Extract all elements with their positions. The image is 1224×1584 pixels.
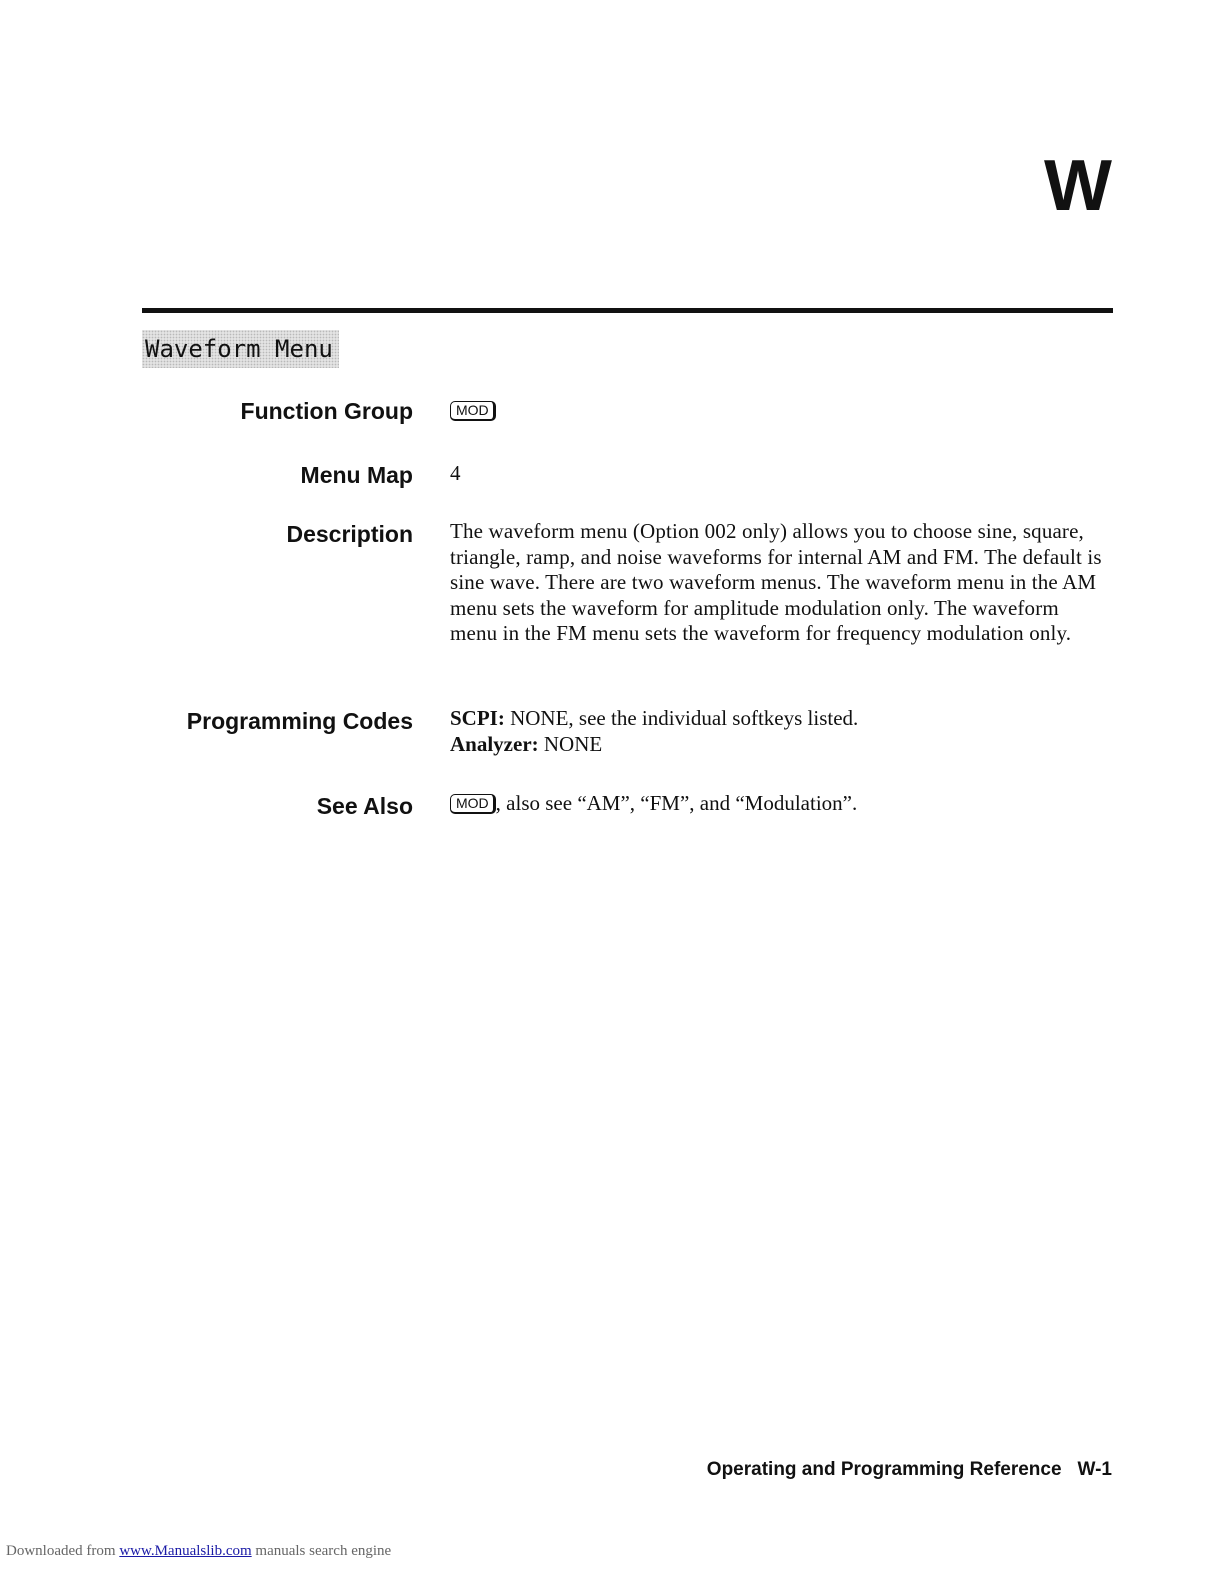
menu-map-value: 4 <box>450 461 461 485</box>
manualslib-link[interactable]: www.Manualslib.com <box>119 1543 252 1559</box>
scpi-line <box>450 706 1110 732</box>
chapter-rule <box>142 308 1113 313</box>
mod-hardkey: MOD <box>450 794 496 814</box>
softkey-title: Waveform Menu <box>142 330 339 368</box>
scpi-value: NONE, see the individual softkeys listed. <box>510 706 859 730</box>
scpi-key: SCPI: <box>450 706 505 730</box>
analyzer-value: NONE <box>543 731 603 756</box>
download-prefix: Downloaded from <box>6 1543 116 1559</box>
description-label: Description <box>286 521 413 547</box>
see-also-text: , also see “AM”, “FM”, and “Modulation”. <box>495 791 858 815</box>
footer-section: Operating and Programming Reference <box>706 1459 1062 1480</box>
function-group-label: Function Group <box>240 398 413 424</box>
mod-hardkey: MOD <box>450 401 496 421</box>
programming-codes-value <box>450 706 1110 757</box>
see-also-label: See Also <box>316 793 413 819</box>
function-group-value <box>450 398 1110 424</box>
see-also-value <box>450 791 1110 817</box>
menu-map-label: Menu Map <box>300 462 413 488</box>
download-suffix: manuals search engine <box>255 1543 392 1559</box>
programming-codes-label: Programming Codes <box>186 708 413 734</box>
analyzer-key: Analyzer: <box>450 731 539 756</box>
description-value <box>450 519 1110 647</box>
download-notice <box>6 1542 391 1560</box>
chapter-letter: W <box>1044 146 1110 226</box>
analyzer-line <box>450 732 1110 758</box>
page-number: W-1 <box>1077 1459 1112 1480</box>
description-text: The waveform menu (Option 002 only) allows you to choose sine, square, triangle, ramp, and noise waveforms for internal AM and FM. The default is sine wave. There are two waveform menus. The waveform menu in the AM menu sets the waveform for amplitude modulation only. The waveform menu in the FM menu sets the waveform for frequency modulation only. <box>450 519 1102 646</box>
page-footer <box>707 1458 1112 1482</box>
